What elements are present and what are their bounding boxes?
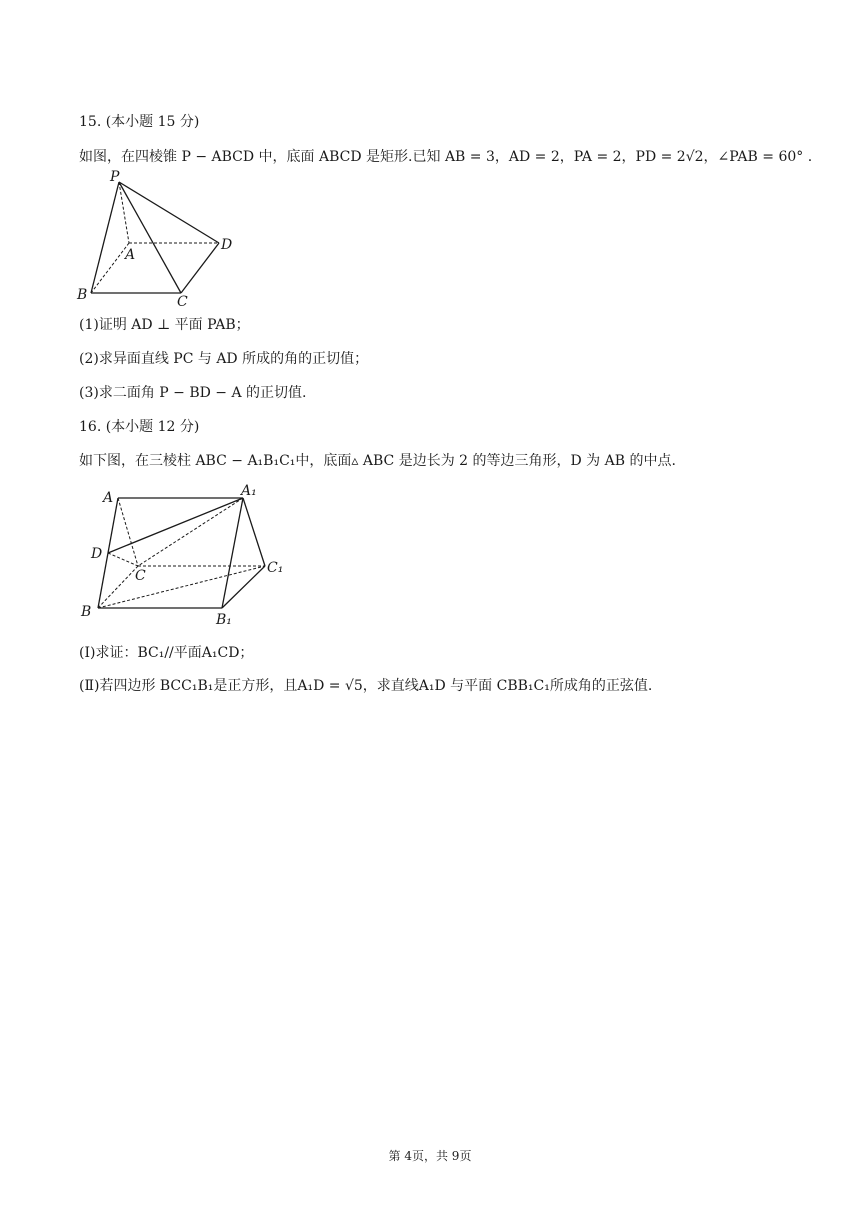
edge-A1C xyxy=(138,498,243,566)
edge-PD xyxy=(119,182,219,243)
label-B: B xyxy=(77,287,88,303)
q16-prism-figure xyxy=(75,478,295,628)
label-C: C xyxy=(135,568,146,584)
label-A1: A₁ xyxy=(241,483,257,499)
q15-header: 15. (本小题 15 分) xyxy=(79,114,200,130)
edge-DC xyxy=(108,553,138,566)
label-B: B xyxy=(81,604,92,620)
edge-DA1 xyxy=(108,498,243,553)
label-B1: B₁ xyxy=(216,612,232,628)
edge-AC xyxy=(118,498,138,566)
q16-part-2: (Ⅱ)若四边形 BCC₁B₁是正方形，且A₁D = √5，求直线A₁D 与平面 CBB₁C₁所成角的正弦值. xyxy=(79,678,653,694)
edge-CD xyxy=(181,243,219,293)
edge-A1B1 xyxy=(222,498,243,608)
edge-PB xyxy=(91,182,119,293)
label-P: P xyxy=(110,169,120,185)
q15-part-2: (2)求异面直线 PC 与 AD 所成的角的正切值； xyxy=(79,351,369,367)
edge-BC1 xyxy=(98,566,265,608)
label-A: A xyxy=(125,247,136,263)
label-A: A xyxy=(103,490,114,506)
q15-stem: 如图，在四棱锥 P − ABCD 中，底面 ABCD 是矩形.已知 AB = 3，AD = 2，PA = 2，PD = 2√2，∠PAB = 60° . xyxy=(79,149,813,165)
q15-pyramid-figure xyxy=(70,168,250,308)
q16-part-1: (Ⅰ)求证：BC₁//平面A₁CD； xyxy=(79,645,254,661)
label-C: C xyxy=(177,294,188,308)
q15-part-3: (3)求二面角 P − BD − A 的正切值. xyxy=(79,385,307,401)
q16-stem: 如下图，在三棱柱 ABC − A₁B₁C₁中，底面▵ ABC 是边长为 2 的等边三角形，D 为 AB 的中点. xyxy=(79,453,676,469)
page-footer: 第 4页，共 9页 xyxy=(388,1149,472,1163)
q15-part-1: (1)证明 AD ⊥ 平面 PAB； xyxy=(79,317,250,333)
edge-A1C1 xyxy=(243,498,265,566)
label-C1: C₁ xyxy=(267,560,284,576)
label-D: D xyxy=(91,546,103,562)
label-D: D xyxy=(221,237,233,253)
q16-header: 16. (本小题 12 分) xyxy=(79,419,200,435)
